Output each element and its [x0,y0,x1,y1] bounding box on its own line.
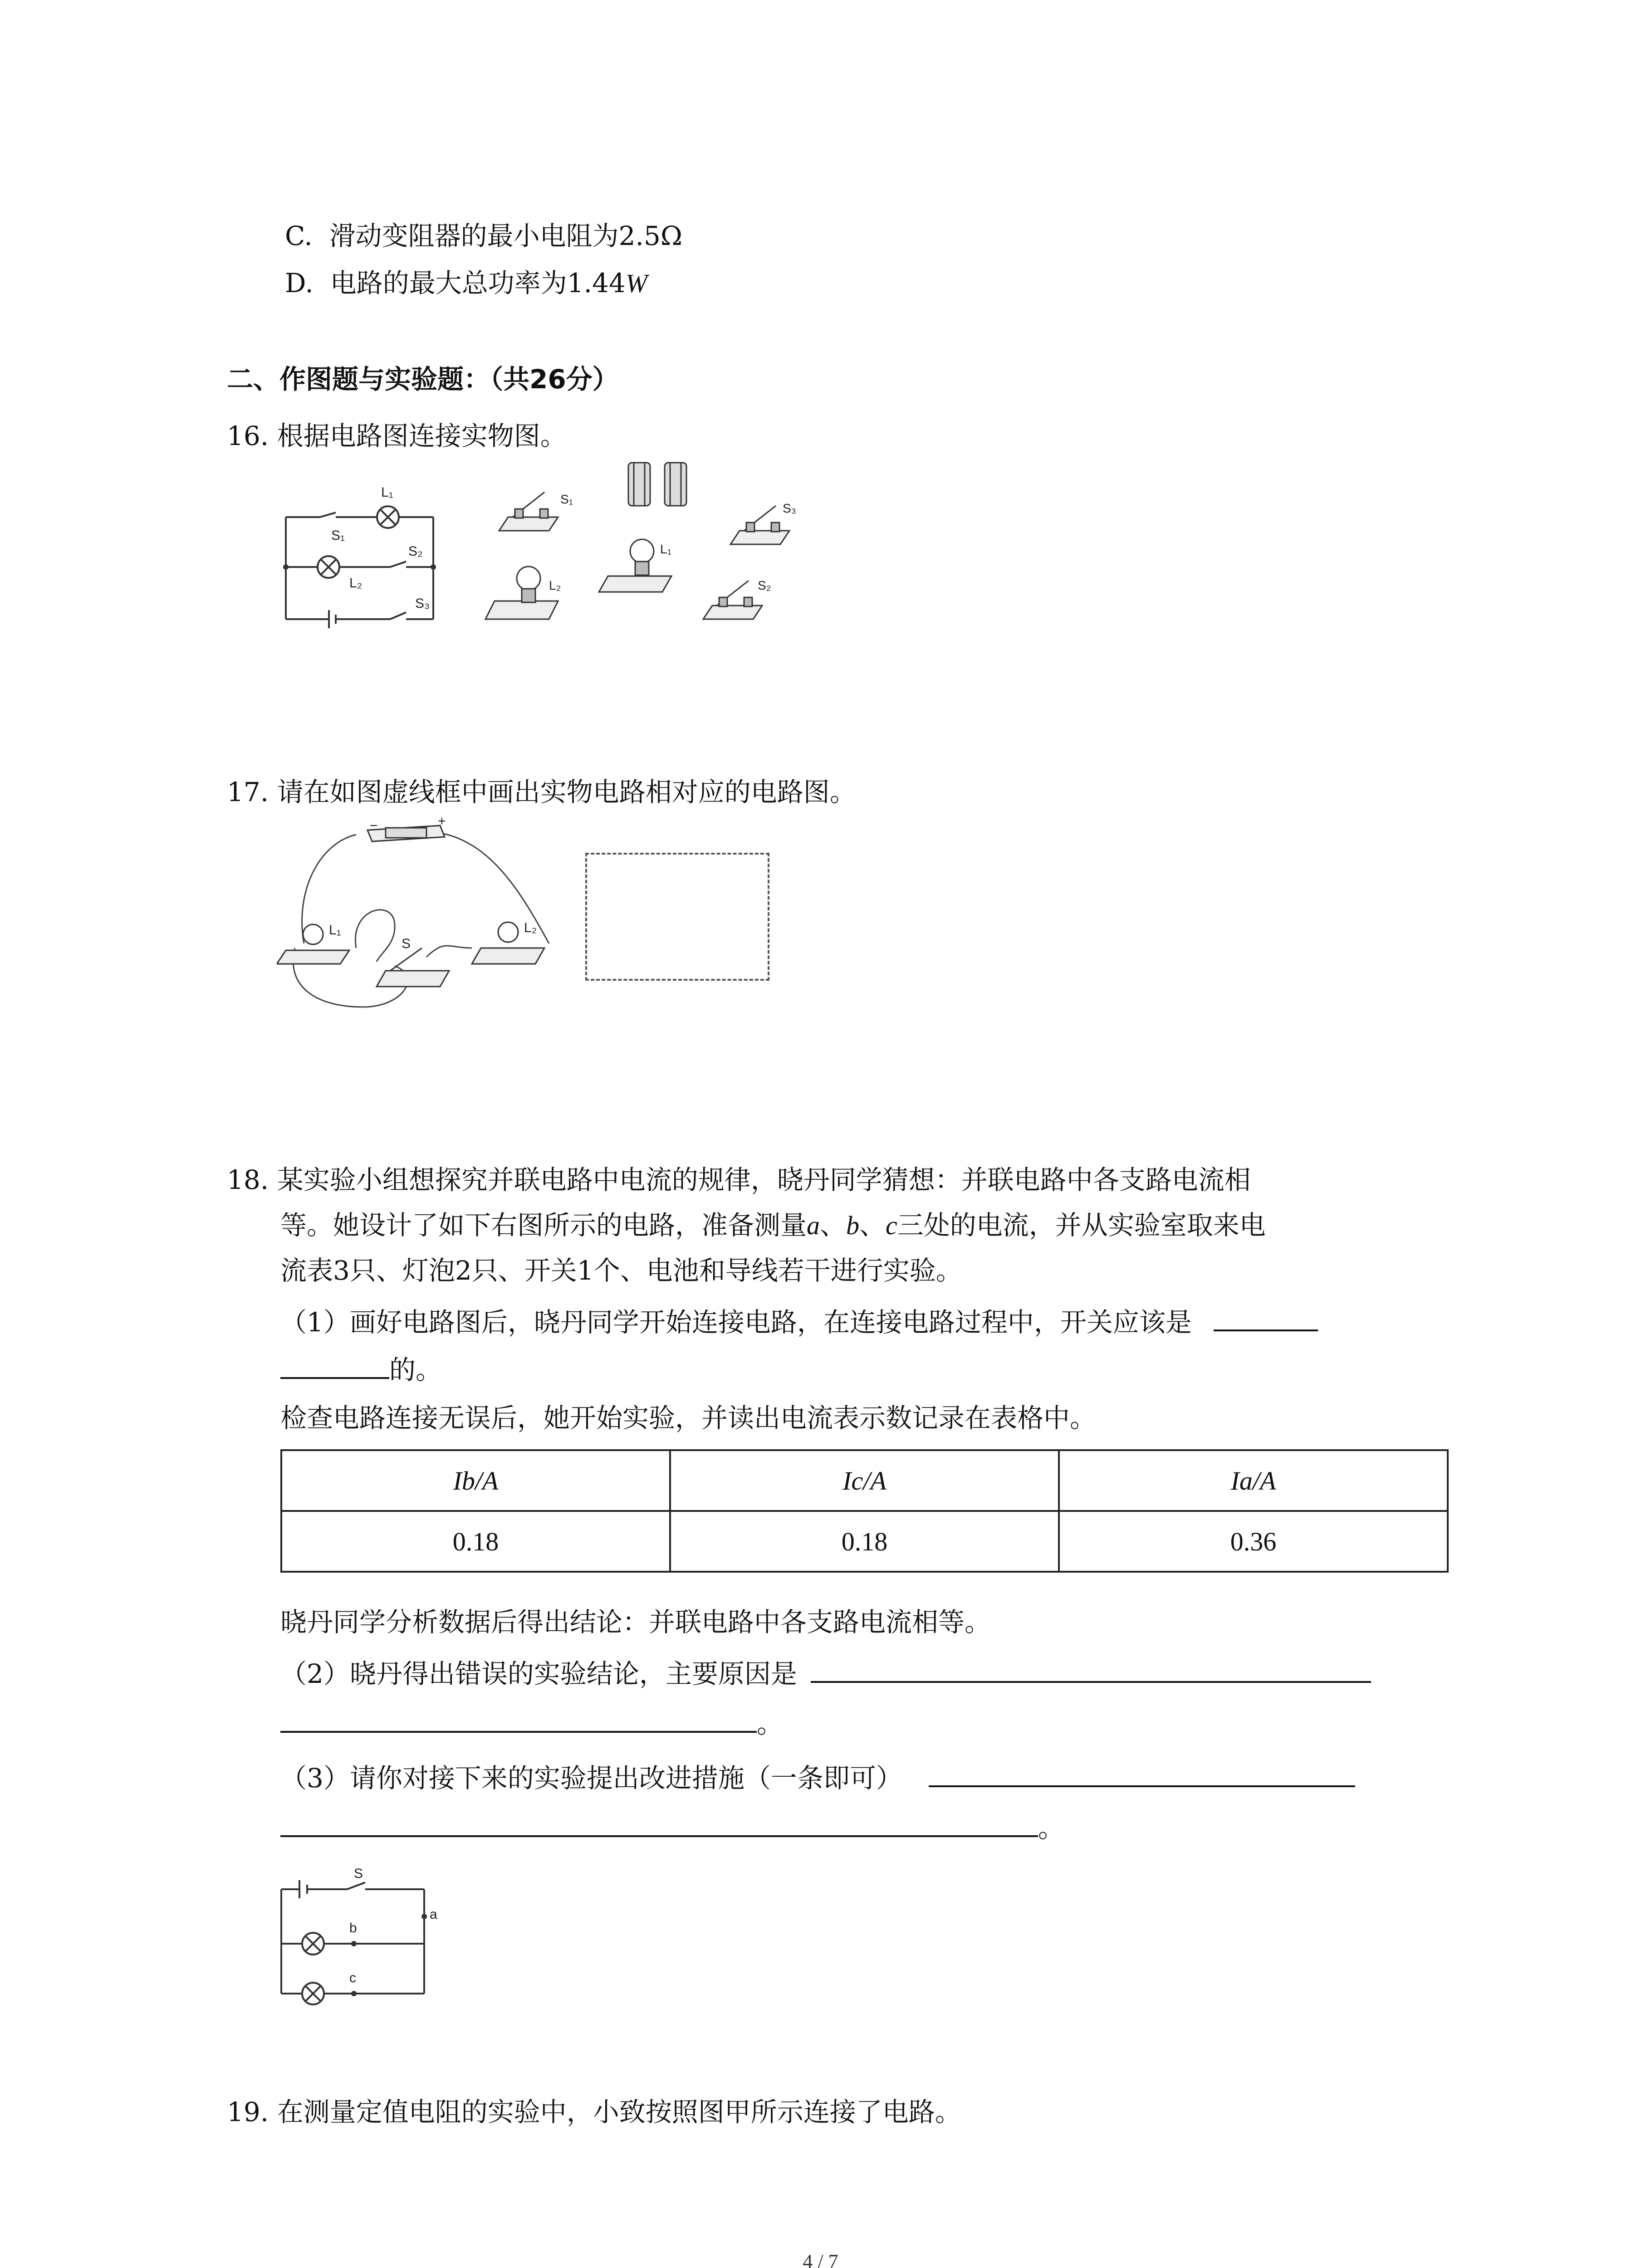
text-segment: 等。她设计了如下右图所示的电路，准备测量 [280,1210,807,1241]
table-header: Ic/A [670,1450,1059,1511]
q16-physical-components [481,454,808,635]
question-number: 16. [227,420,269,451]
table-row [281,1511,1448,1572]
label-l2: L₂ [349,576,362,591]
q17-label-l2: L₂ [524,920,537,935]
sub-question-text: （2）晓丹得出错误的实验结论，主要原因是 [280,1658,797,1689]
answer-box[interactable] [585,853,769,981]
option-d [285,267,647,300]
page-number: 4 / 7 [803,2250,838,2268]
sub-question-1-end [280,1352,442,1386]
comp-label-s3: S₃ [783,501,797,515]
question-18-line2 [280,1209,1266,1242]
q18-label-b: b [349,1921,357,1936]
sub-question-text: （1）画好电路图后，晓丹同学开始连接电路，在连接电路过程中，开关应该是 [280,1307,1192,1338]
separator: 、 [820,1210,847,1241]
q17-physical-circuit [277,812,576,1021]
question-16 [227,420,567,452]
option-d-text: 电路的最大总功率为1.44 [330,268,626,298]
q18-label-a: a [430,1907,437,1922]
comp-label-l1: L₁ [660,542,672,556]
comp-label-l2: L₂ [549,578,561,592]
answer-blank[interactable] [1214,1304,1318,1331]
text-segment: 三处的电流，并从实验室取来电 [897,1210,1266,1241]
question-number: 19. [227,2097,269,2127]
q17-label-s: S [402,936,411,951]
question-19 [227,2096,961,2128]
label-s3: S₃ [415,596,430,611]
question-number: 17. [227,777,269,807]
sub-question-2-end [280,1706,783,1740]
question-18-line3: 流表3只、灯泡2只、开关1个、电池和导线若干进行实验。 [280,1255,962,1286]
q18-label-s: S [354,1866,363,1881]
var-c: c [886,1211,897,1240]
question-number: 18. [227,1164,269,1195]
question-text: 某实验小组想探究并联电路中电流的规律，晓丹同学猜想：并联电路中各支路电流相 [277,1164,1251,1195]
answer-blank[interactable] [811,1656,1371,1683]
option-c-text: 滑动变阻器的最小电阻为2.5Ω [329,220,682,251]
table-header-row [281,1450,1448,1511]
answer-blank[interactable] [280,1352,389,1379]
sub-question-text: 。 [757,1708,784,1739]
option-c [285,220,682,252]
option-d-unit: W [625,269,648,298]
var-a: a [807,1211,820,1240]
table-header: Ia/A [1059,1450,1448,1511]
q18-circuit-diagram [274,1862,447,2007]
label-l1: L₁ [381,485,393,500]
answer-blank[interactable] [280,1810,1038,1837]
q18-label-c: c [349,1970,356,1985]
table-header: Ib/A [281,1450,670,1511]
option-d-label: D. [285,268,314,298]
check-text: 检查电路连接无误后，她开始实验，并读出电流表示数记录在表格中。 [280,1403,1097,1433]
question-18-line1 [227,1163,1251,1196]
table-cell: 0.18 [281,1511,670,1572]
q17-label-minus: − [370,818,378,833]
conclusion-text: 晓丹同学分析数据后得出结论：并联电路中各支路电流相等。 [280,1607,991,1637]
option-c-label: C. [285,220,313,251]
sub-question-text: 的。 [389,1354,442,1385]
table-cell: 0.18 [670,1511,1059,1572]
sub-question-2 [280,1656,1371,1690]
sub-question-text: 。 [1038,1813,1065,1843]
table-cell: 0.36 [1059,1511,1448,1572]
question-text: 根据电路图连接实物图。 [277,420,567,451]
question-text: 在测量定值电阻的实验中，小致按照图甲所示连接了电路。 [277,2097,961,2127]
answer-blank[interactable] [280,1706,757,1733]
comp-label-s1: S₁ [560,492,573,506]
question-17 [227,776,856,808]
data-table [280,1449,1449,1573]
sub-question-3 [280,1760,1355,1794]
var-b: b [846,1211,860,1240]
label-s2: S₂ [408,544,423,559]
label-s1: S₁ [331,528,345,543]
q16-circuit-diagram [277,476,458,631]
q17-label-l1: L₁ [329,923,341,938]
sub-question-3-end [280,1810,1064,1844]
answer-blank[interactable] [929,1760,1355,1787]
q17-label-plus: + [438,814,446,829]
separator: 、 [859,1210,886,1241]
sub-question-1 [280,1304,1318,1339]
section-title: 二、作图题与实验题：（共26分） [227,364,619,395]
sub-question-text: （3）请你对接下来的实验提出改进措施（一条即可） [280,1763,902,1794]
comp-label-s2: S₂ [758,578,771,592]
question-text: 请在如图虚线框中画出实物电路相对应的电路图。 [277,777,856,807]
